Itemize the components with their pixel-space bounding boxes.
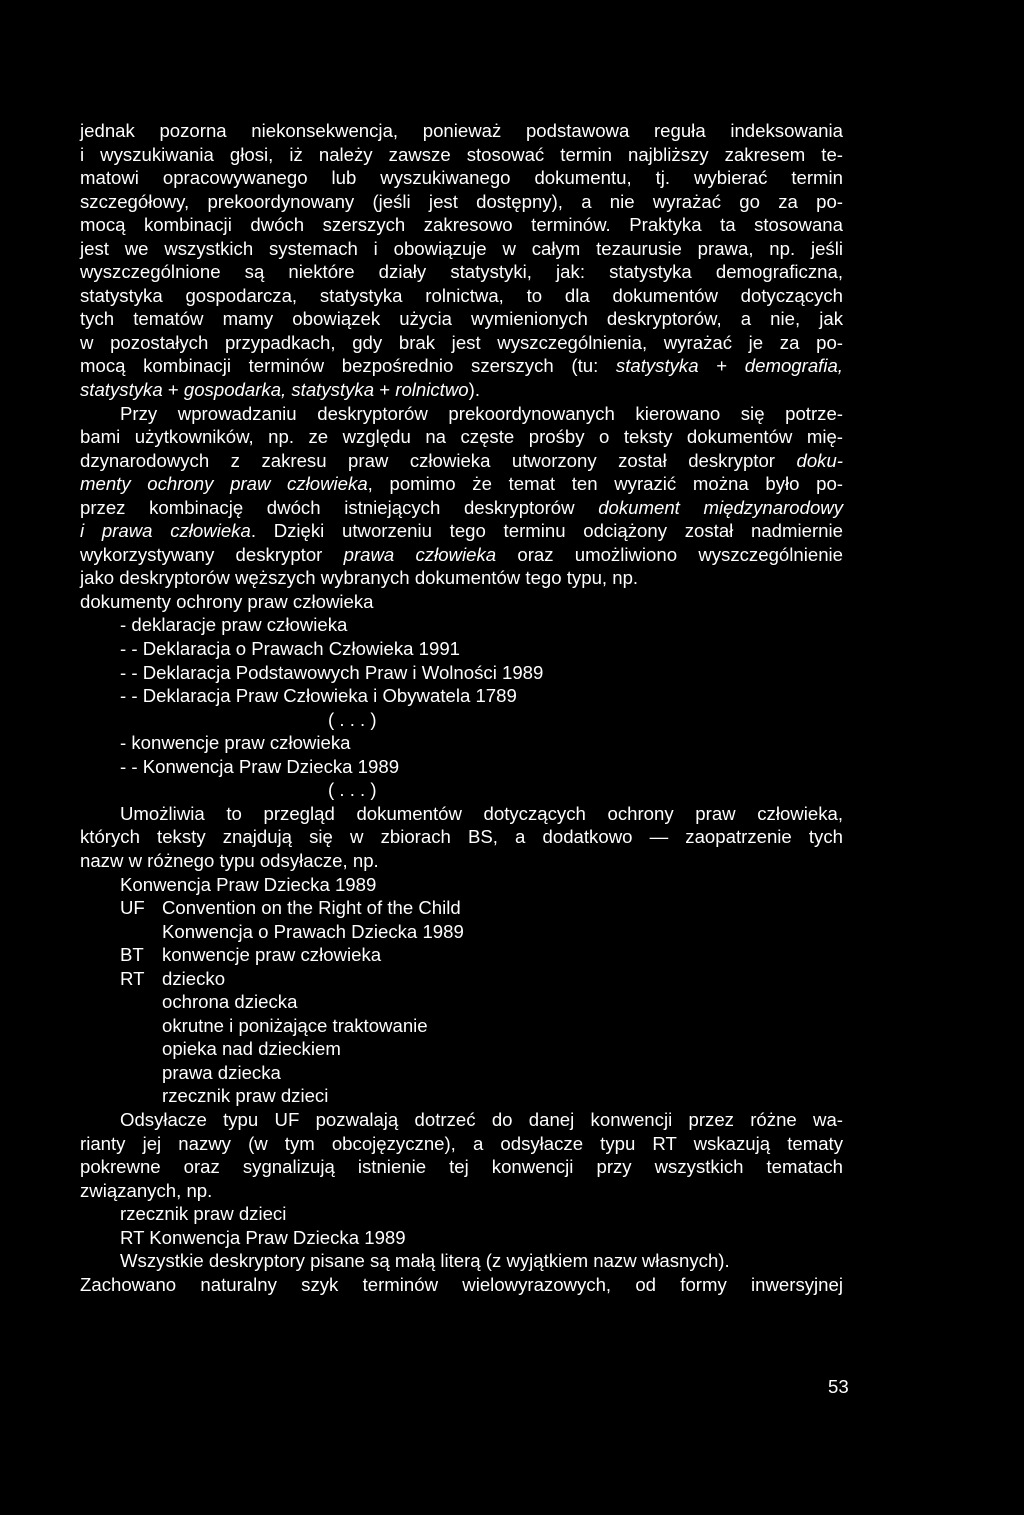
text-line: statystyka gospodarcza, statystyka rolnictwa, to dla dokumentów dotyczących bbox=[80, 284, 843, 306]
example-term: rzecznik praw dzieci bbox=[120, 1203, 287, 1225]
text-line: nazw w różnego typu odsyłacze, np. bbox=[80, 849, 379, 871]
text-line bbox=[80, 378, 843, 402]
hierarchy-ellipsis: ( . . . ) bbox=[328, 779, 377, 801]
text-span: przez kombinację dwóch istniejących deskryptorów bbox=[80, 496, 599, 518]
text-line: w pozostałych przypadkach, gdy brak jest wyszczególnienia, wyrażać je za po- bbox=[80, 331, 843, 353]
page-number: 53 bbox=[828, 1376, 849, 1397]
relation-label: BT bbox=[120, 944, 144, 966]
text-line: Wszystkie deskryptory pisane są małą literą (z wyjątkiem nazw własnych). bbox=[120, 1250, 730, 1272]
text-line: szczegółowy, prekoordynowany (jeśli jest dostępny), a nie wyrażać go za po- bbox=[80, 190, 843, 212]
relation-term: ochrona dziecka bbox=[162, 991, 298, 1013]
text-span: + bbox=[162, 379, 184, 401]
relation-term: okrutne i poniżające traktowanie bbox=[162, 1014, 428, 1036]
text-span: wykorzystywany deskryptor bbox=[80, 543, 344, 565]
text-line: jednak pozorna niekonsekwencja, ponieważ podstawowa reguła indeksowania bbox=[80, 120, 843, 141]
text-span: + bbox=[374, 379, 396, 401]
hierarchy-level1: - deklaracje praw człowieka bbox=[120, 614, 348, 636]
relation-term: konwencje praw człowieka bbox=[162, 944, 382, 966]
relation-term: Convention on the Right of the Child bbox=[162, 897, 461, 919]
italic-term: menty ochrony praw człowieka bbox=[80, 473, 368, 495]
page-body bbox=[80, 119, 843, 1296]
italic-term: prawa człowieka bbox=[343, 543, 497, 565]
hierarchy-level2: - - Deklaracja Podstawowych Praw i Wolności 1989 bbox=[120, 661, 544, 683]
text-line bbox=[80, 472, 843, 496]
hierarchy-ellipsis: ( . . . ) bbox=[328, 708, 377, 730]
text-line: Odsyłacze typu UF pozwalają dotrzeć do danej konwencji przez różne wa- bbox=[120, 1108, 843, 1130]
text-line: pokrewne oraz sygnalizują istnienie tej konwencji przy wszystkich tematach bbox=[80, 1156, 843, 1178]
italic-term: demografia, bbox=[744, 355, 843, 377]
text-line bbox=[80, 449, 843, 473]
example-rt-line: RT Konwencja Praw Dziecka 1989 bbox=[120, 1226, 406, 1248]
text-line: i wyszukiwania głosi, iż należy zawsze stosować termin najbliższy zakresem te- bbox=[80, 143, 843, 165]
relation-label: UF bbox=[120, 897, 145, 919]
text-span: . Dzięki utworzeniu tego terminu odciążony został nadmiernie bbox=[250, 520, 843, 542]
text-line: Zachowano naturalny szyk terminów wielowyrazowych, od formy inwersyjnej bbox=[80, 1273, 843, 1295]
text-line bbox=[80, 519, 843, 543]
italic-term: i prawa człowieka bbox=[80, 520, 251, 542]
text-span: ). bbox=[468, 379, 480, 401]
text-line: rianty jej nazwy (w tym obcojęzyczne), a odsyłacze typu RT wskazują tematy bbox=[80, 1132, 843, 1154]
hierarchy-root: dokumenty ochrony praw człowieka bbox=[80, 590, 374, 612]
hierarchy-level1: - konwencje praw człowieka bbox=[120, 732, 351, 754]
thesaurus-bt-row bbox=[80, 943, 843, 967]
italic-term: statystyka bbox=[615, 355, 699, 377]
text-line: wyszczególnione są niektóre działy statystyki, jak: statystyka demograficzna, bbox=[80, 261, 843, 283]
italic-term: rolnictwo bbox=[395, 379, 469, 401]
text-span: + bbox=[698, 355, 745, 377]
text-line: których teksty znajdują się w zbiorach BS, a dodatkowo — zaopatrzenie tych bbox=[80, 826, 843, 848]
italic-term: dokument międzynarodowy bbox=[598, 496, 844, 518]
hierarchy-level2: - - Konwencja Praw Dziecka 1989 bbox=[120, 755, 400, 777]
thesaurus-rt-row bbox=[80, 967, 843, 991]
relation-label: RT bbox=[120, 967, 145, 989]
text-line: mocą kombinacji dwóch szerszych zakresowo terminów. Praktyka ta stosowana bbox=[80, 214, 843, 236]
text-span: oraz umożliwiono wyszczególnienie bbox=[496, 543, 844, 565]
text-span: mocą kombinacji terminów bezpośrednio szerszych (tu: bbox=[80, 355, 616, 377]
relation-term: Konwencja o Prawach Dziecka 1989 bbox=[162, 920, 464, 942]
relation-term: dziecko bbox=[162, 967, 226, 989]
text-line: tych tematów mamy obowiązek użycia wymienionych deskryptorów, a nie, jak bbox=[80, 308, 843, 330]
italic-term: statystyka bbox=[80, 379, 163, 401]
text-line: związanych, np. bbox=[80, 1179, 213, 1201]
text-line: Przy wprowadzaniu deskryptorów prekoordynowanych kierowano się potrze- bbox=[120, 402, 843, 424]
thesaurus-term: Konwencja Praw Dziecka 1989 bbox=[120, 873, 377, 895]
relation-term: rzecznik praw dzieci bbox=[162, 1085, 329, 1107]
text-line: jest we wszystkich systemach i obowiązuje w całym tezaurusie prawa, np. jeśli bbox=[80, 237, 843, 259]
relation-term: opieka nad dzieckiem bbox=[162, 1038, 341, 1060]
text-line: jako deskryptorów węższych wybranych dokumentów tego typu, np. bbox=[80, 567, 639, 589]
text-span: , pomimo że temat ten wyrazić można było po- bbox=[367, 473, 844, 495]
text-span: dzynarodowych z zakresu praw człowieka utworzony został deskryptor bbox=[80, 449, 797, 471]
text-line bbox=[80, 496, 843, 520]
italic-term: doku- bbox=[796, 449, 843, 471]
thesaurus-uf-row bbox=[80, 896, 843, 920]
text-line bbox=[80, 543, 843, 567]
italic-term: gospodarka, statystyka bbox=[183, 379, 375, 401]
hierarchy-level2: - - Deklaracja o Prawach Człowieka 1991 bbox=[120, 638, 460, 660]
text-line bbox=[80, 354, 843, 378]
text-line: matowi opracowywanego lub wyszukiwanego dokumentu, tj. wybierać termin bbox=[80, 167, 843, 189]
relation-term: prawa dziecka bbox=[162, 1061, 281, 1083]
hierarchy-level2: - - Deklaracja Praw Człowieka i Obywatela 1789 bbox=[120, 685, 517, 707]
text-line: bami użytkowników, np. ze względu na częste prośby o teksty dokumentów mię- bbox=[80, 426, 843, 448]
text-line: Umożliwia to przegląd dokumentów dotyczących ochrony praw człowieka, bbox=[120, 802, 843, 824]
